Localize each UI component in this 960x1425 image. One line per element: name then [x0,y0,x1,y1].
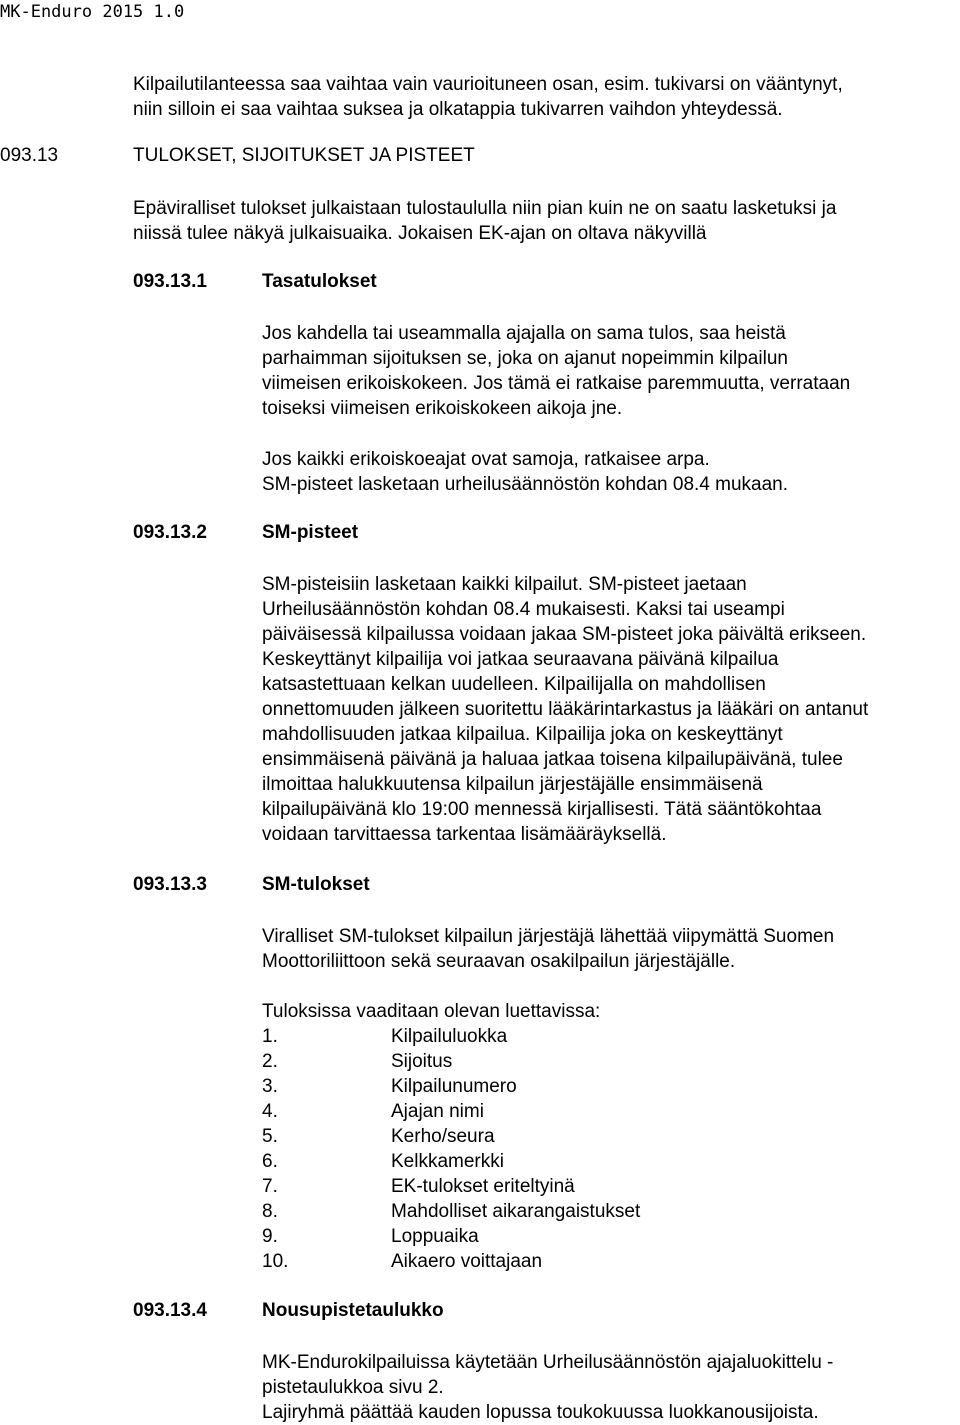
list-item-text: Kerho/seura [391,1126,495,1147]
text-line: mahdollisuuden jatkaa kilpailua. Kilpailija joka on keskeyttänyt [262,724,783,745]
text-line: niin silloin ei saa vaihtaa suksea ja olkatappia tukivarren vaihdon yhteydessä. [133,99,783,120]
subsection-title: Nousupistetaulukko [262,1300,444,1321]
text-line: pistetaulukkoa sivu 2. [262,1377,444,1398]
list-item [262,1249,640,1274]
list-item-number: 5. [262,1126,278,1147]
subsection-title: Tasatulokset [262,271,377,292]
text-line: parhaimman sijoituksen se, joka on ajanut nopeimmin kilpailun [262,348,788,369]
text-line: onnettomuuden jälkeen suoritettu lääkärintarkastus ja lääkäri on antanut [262,699,869,720]
text-line: SM-pisteisiin lasketaan kaikki kilpailut. SM-pisteet jaetaan [262,574,747,595]
text-line: Moottoriliittoon sekä seuraavan osakilpailun järjestäjälle. [262,951,736,972]
subsection-title: SM-pisteet [262,522,359,543]
subsection-number: 093.13.2 [133,522,207,543]
list-item [262,1174,640,1199]
section-number: 093.13 [0,145,59,166]
list-item-text: Aikaero voittajaan [391,1251,543,1272]
subsection-paragraph [262,321,850,421]
section-paragraph [133,196,836,246]
text-line: ilmoittaa halukkuutensa kilpailun järjestäjälle ensimmäisenä [262,774,763,795]
text-line: ensimmäisenä päivänä ja haluaa jatkaa toisena kilpailupäivänä, tulee [262,749,843,770]
text-line: Keskeyttänyt kilpailija voi jatkaa seuraavana päivänä kilpailua [262,649,779,670]
text-line: päiväisessä kilpailussa voidaan jakaa SM-pisteet joka päivältä erikseen. [262,624,867,645]
list-item-number: 6. [262,1151,278,1172]
text-line: katsastettuaan kelkan uudelleen. Kilpailijalla on mahdollisen [262,674,766,695]
text-line: Epäviralliset tulokset julkaistaan tulostaululla niin pian kuin ne on saatu lasketuksi ja [133,198,837,219]
intro-paragraph [133,72,843,122]
text-line: kilpailupäivänä klo 19:00 mennessä kirjallisesti. Tätä sääntökohtaa [262,799,822,820]
list-item-number: 2. [262,1051,278,1072]
subsection-paragraph [262,447,788,497]
list-item-number: 1. [262,1026,278,1047]
text-line: Viralliset SM-tulokset kilpailun järjestäjä lähettää viipymättä Suomen [262,926,835,947]
list-item-text: Loppuaika [391,1226,479,1247]
list-item [262,1224,640,1249]
list-intro: Tuloksissa vaaditaan olevan luettavissa: [262,1001,601,1022]
text-line: Kilpailutilanteessa saa vaihtaa vain vaurioituneen osan, esim. tukivarsi on vääntynyt, [133,74,843,95]
list-item-number: 3. [262,1076,278,1097]
list-item [262,1049,640,1074]
list-item-number: 10. [262,1251,289,1272]
subsection-paragraph [262,1350,833,1425]
list-item [262,1149,640,1174]
text-line: viimeisen erikoiskokeen. Jos tämä ei ratkaise paremmuutta, verrataan [262,373,851,394]
document-header: MK-Enduro 2015 1.0 [0,2,185,22]
text-line: Urheilusäännöstön kohdan 08.4 mukaisesti. Kaksi tai useampi [262,599,785,620]
list-item-number: 8. [262,1201,278,1222]
list-item-text: Sijoitus [391,1051,453,1072]
list-item [262,1074,640,1099]
list-item-text: Mahdolliset aikarangaistukset [391,1201,641,1222]
subsection-number: 093.13.1 [133,271,207,292]
list-item-text: Ajajan nimi [391,1101,484,1122]
subsection-title: SM-tulokset [262,874,370,895]
text-line: niissä tulee näkyä julkaisuaika. Jokaisen EK-ajan on oltava näkyvillä [133,223,707,244]
text-line: MK-Endurokilpailuissa käytetään Urheilusäännöstön ajajaluokittelu - [262,1352,834,1373]
text-line: Lajiryhmä päättää kauden lopussa toukokuussa luokkanousijoista. [262,1402,819,1423]
subsection-paragraph [262,924,834,974]
text-line: Jos kahdella tai useammalla ajajalla on sama tulos, saa heistä [262,323,786,344]
list-item-number: 7. [262,1176,278,1197]
list-item-text: Kilpailuluokka [391,1026,508,1047]
list-item-text: EK-tulokset eriteltyinä [391,1176,575,1197]
subsection-number: 093.13.3 [133,874,207,895]
list-item [262,1199,640,1224]
list-item-text: Kelkkamerkki [391,1151,504,1172]
text-line: Jos kaikki erikoiskoeajat ovat samoja, ratkaisee arpa. [262,449,710,470]
requirements-list [262,1024,640,1274]
list-item [262,1024,640,1049]
list-item-text: Kilpailunumero [391,1076,517,1097]
section-title: TULOKSET, SIJOITUKSET JA PISTEET [133,145,475,166]
subsection-number: 093.13.4 [133,1300,207,1321]
text-line: SM-pisteet lasketaan urheilusäännöstön kohdan 08.4 mukaan. [262,474,789,495]
text-line: voidaan tarvittaessa tarkentaa lisämääräyksellä. [262,824,667,845]
subsection-paragraph [262,572,868,847]
list-item-number: 9. [262,1226,278,1247]
list-item [262,1124,640,1149]
list-item [262,1099,640,1124]
list-item-number: 4. [262,1101,278,1122]
text-line: toiseksi viimeisen erikoiskokeen aikoja jne. [262,398,623,419]
